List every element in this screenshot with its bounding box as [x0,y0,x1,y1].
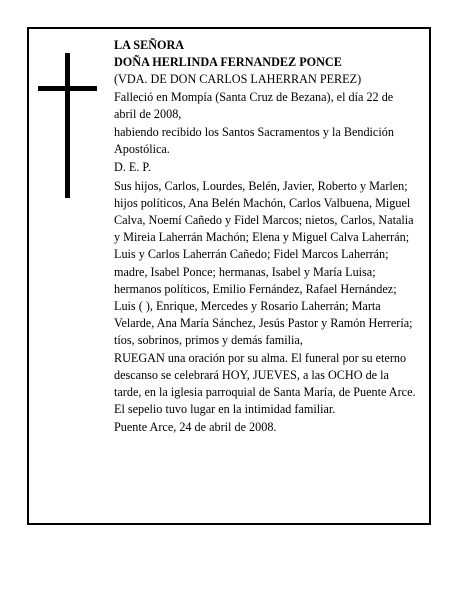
widow-line: (VDA. DE DON CARLOS LAHERRAN PEREZ) [114,72,362,87]
family-list: Sus hijos, Carlos, Lourdes, Belén, Javier, Roberto y Marlen; hijos políticos, Ana Belén Machón, Carlos Valbuena, Miguel Calva, Noemí Cañedo y Fidel Marcos; nietos, Carlos, Natalia y Mireia Laherrán Machón; Elena y Miguel Calva Laherrán; Luis y Carlos Laherrán Cañedo; Fidel Marcos Laherrán; madre, Isabel Ponce; hermanas, Isabel y María Luisa; hermanos políticos, Emilio Fernández, Rafael Hernández; Luis ( ), Enrique, Mercedes y Rosario Laherrán; Marta Velarde, Ana María Sánchez, Jesús Pastor y Ramón Herrería; tíos, sobrinos, primos y demás familia, [114,178,414,348]
cross-icon [65,53,70,198]
death-statement: Falleció en Mompía (Santa Cruz de Bezana), el día 22 de abril de 2008, [114,89,394,121]
rip-line: D. E. P. [114,160,151,175]
notice-title: LA SEÑORA [114,38,185,52]
cross-icon-bar [38,86,97,91]
deceased-name: DOÑA HERLINDA FERNANDEZ PONCE [114,55,342,70]
funeral-request: RUEGAN una oración por su alma. El funeral por su eterno descanso se celebrará HOY, JUEVES, a las OCHO de la tarde, en la iglesia parroquial de Santa María, de Puente Arce. El sepelio tuvo lugar en la intimidad familiar. [114,350,416,417]
place-date: Puente Arce, 24 de abril de 2008. [114,420,277,435]
sacraments-statement: habiendo recibido los Santos Sacramentos y la Bendición Apostólica. [114,125,394,157]
notice-body [114,37,418,437]
